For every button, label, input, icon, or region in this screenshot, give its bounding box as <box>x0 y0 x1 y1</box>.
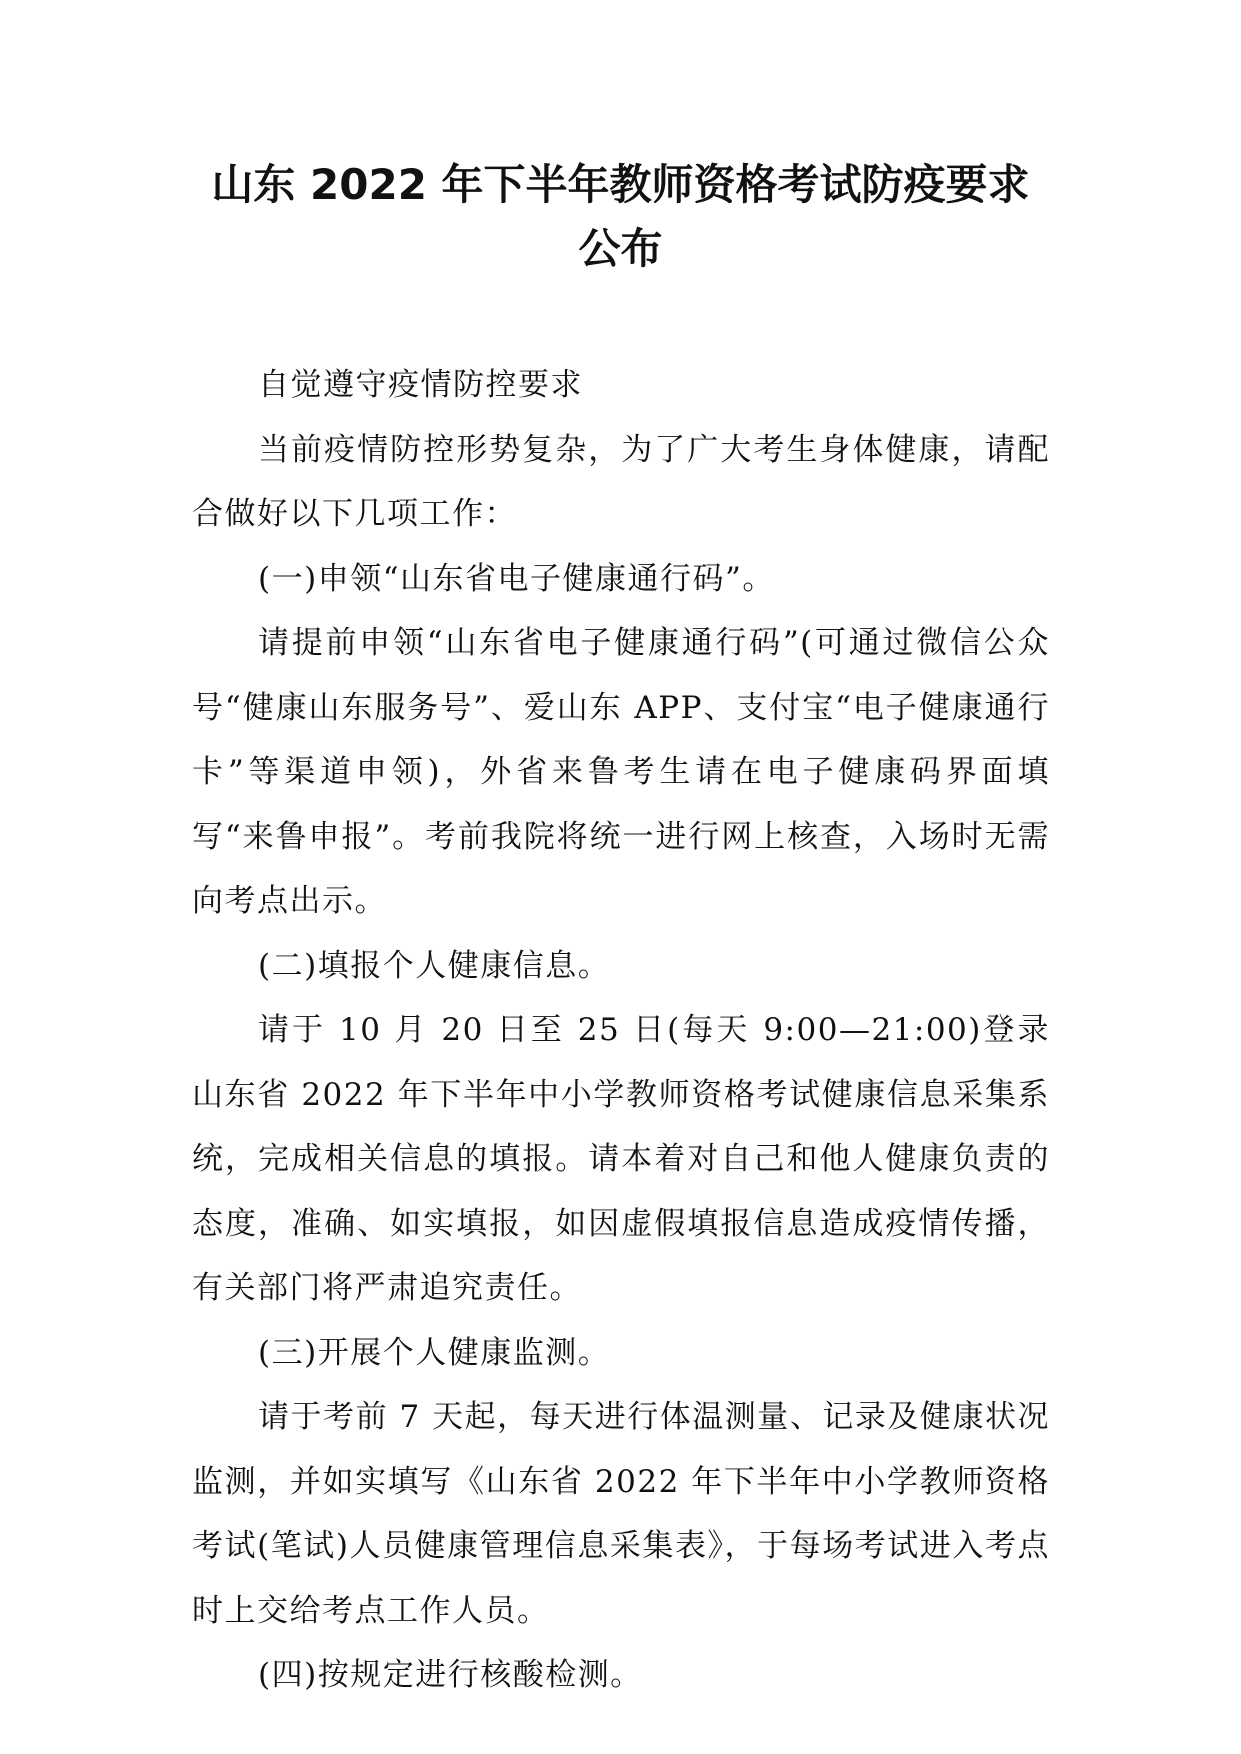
section-heading-compliance: 自觉遵守疫情防控要求 <box>258 367 583 403</box>
item-1-heading: (一)申领“山东省电子健康通行码”。 <box>258 560 775 597</box>
item-2-heading: (二)填报个人健康信息。 <box>258 947 611 984</box>
intro-paragraph: 当前疫情防控形势复杂，为了广大考生身体健康，请配合做好以下几项工作： <box>192 431 1050 532</box>
document-body <box>192 353 1050 1708</box>
item-1-body: 请提前申领“山东省电子健康通行码”(可通过微信公众号“健康山东服务号”、爱山东 APP、支付宝“电子健康通行卡”等渠道申领)，外省来鲁考生请在电子健康码界面填写“来鲁申报”。考前我院将统一进行网上核查，入场时无需向考点出示。 <box>192 625 1050 919</box>
item-2-body: 请于 10 月 20 日至 25 日(每天 9:00—21:00)登录山东省 2022 年下半年中小学教师资格考试健康信息采集系统，完成相关信息的填报。请本着对自己和他人健康负责的态度，准确、如实填报，如因虚假填报信息造成疫情传播，有关部门将严肃追究责任。 <box>192 1012 1050 1306</box>
document-title <box>150 153 1091 281</box>
title-line-1: 山东 2022 年下半年教师资格考试防疫要求 <box>211 160 1030 209</box>
item-4-heading: (四)按规定进行核酸检测。 <box>258 1657 643 1693</box>
item-3-body: 请于考前 7 天起，每天进行体温测量、记录及健康状况监测，并如实填写《山东省 2022 年下半年中小学教师资格考试(笔试)人员健康管理信息采集表》，于每场考试进入考点时上交给考点工作人员。 <box>192 1399 1050 1629</box>
title-line-2: 公布 <box>578 224 663 273</box>
item-3-heading: (三)开展个人健康监测。 <box>258 1334 611 1371</box>
